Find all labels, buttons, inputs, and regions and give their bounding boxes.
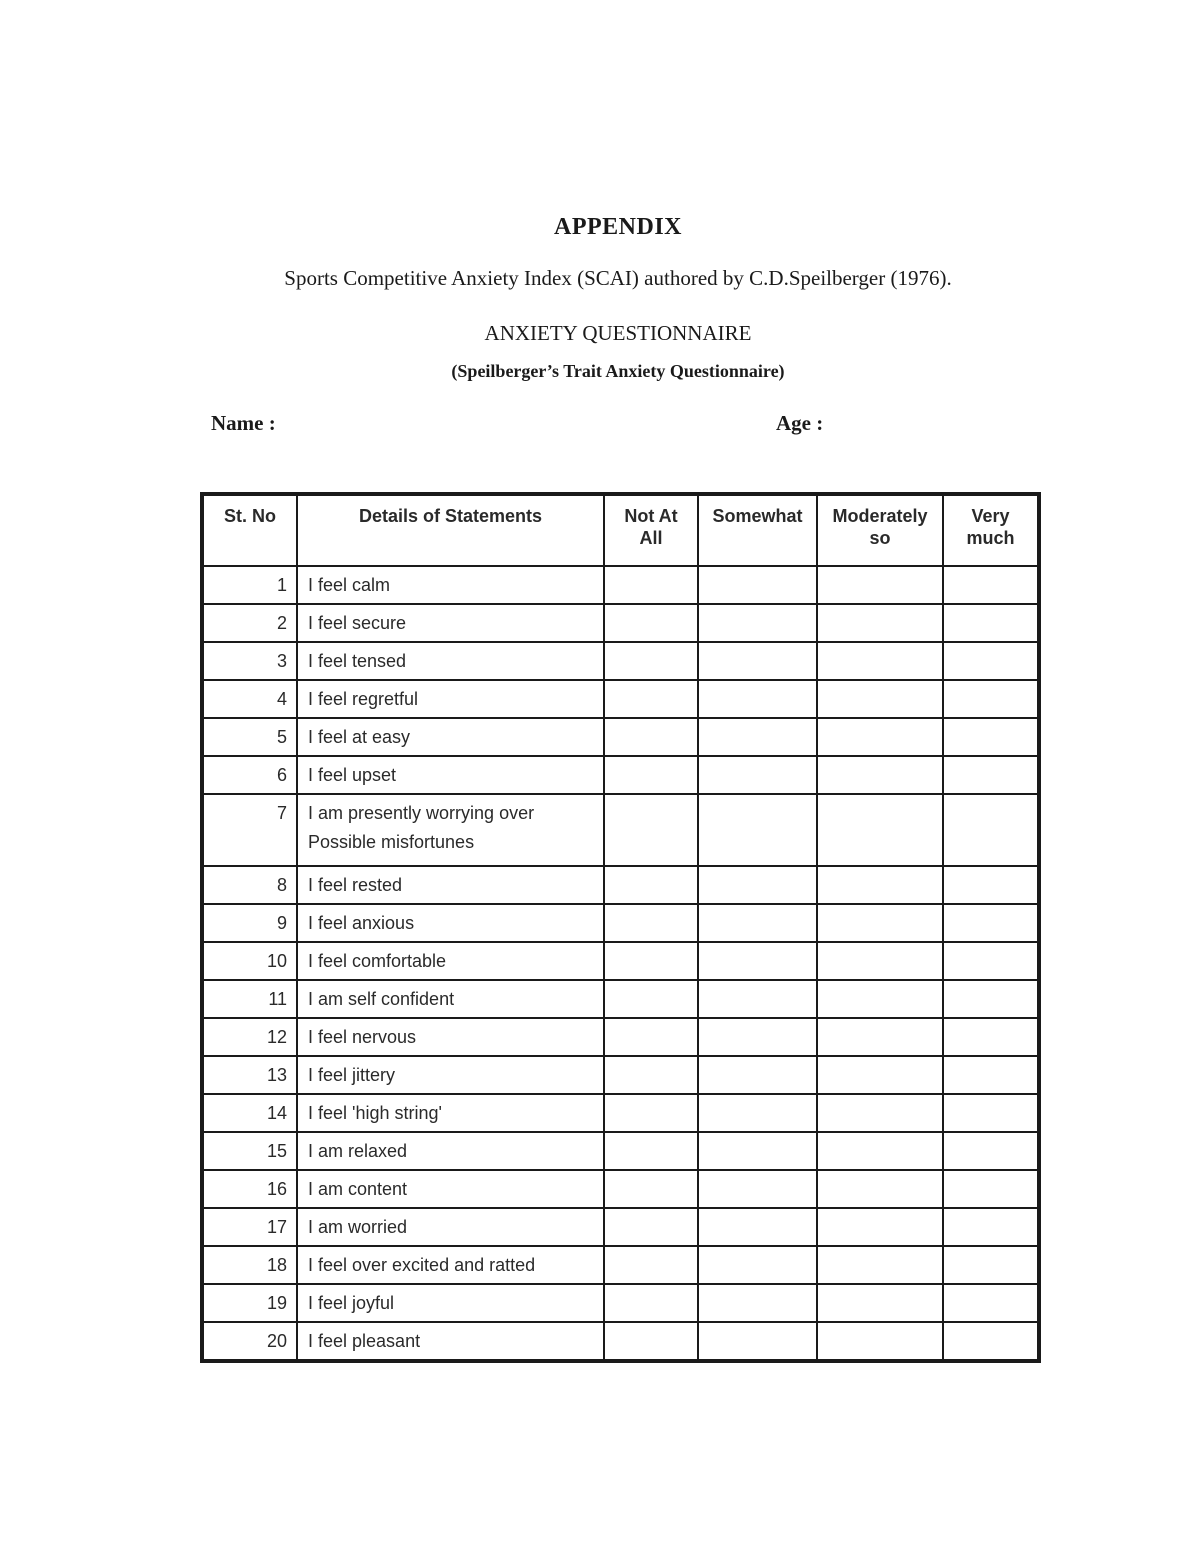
response-somewhat[interactable] (698, 1056, 817, 1094)
table-row (202, 718, 1039, 756)
name-field-label: Name : (211, 411, 276, 435)
response-not-at-all[interactable] (604, 1094, 698, 1132)
table-row (202, 866, 1039, 904)
statement-number: 4 (202, 680, 297, 718)
response-very-much[interactable] (943, 980, 1039, 1018)
response-moderately-so[interactable] (817, 904, 943, 942)
statement-text: I am self confident (297, 980, 604, 1018)
table-row (202, 1094, 1039, 1132)
response-very-much[interactable] (943, 1246, 1039, 1284)
response-not-at-all[interactable] (604, 642, 698, 680)
response-somewhat[interactable] (698, 980, 817, 1018)
column-header-st-no: St. No (202, 494, 297, 566)
table-row (202, 1284, 1039, 1322)
table-row (202, 1018, 1039, 1056)
response-not-at-all[interactable] (604, 1018, 698, 1056)
statement-text: I feel calm (297, 566, 604, 604)
response-somewhat[interactable] (698, 1170, 817, 1208)
statement-number: 11 (202, 980, 297, 1018)
statement-text: I am relaxed (297, 1132, 604, 1170)
response-very-much[interactable] (943, 604, 1039, 642)
statement-number: 13 (202, 1056, 297, 1094)
statement-number: 1 (202, 566, 297, 604)
response-very-much[interactable] (943, 642, 1039, 680)
response-moderately-so[interactable] (817, 1056, 943, 1094)
response-moderately-so[interactable] (817, 1322, 943, 1361)
response-somewhat[interactable] (698, 1246, 817, 1284)
response-moderately-so[interactable] (817, 566, 943, 604)
column-header-not-at-all: Not At All (604, 494, 698, 566)
response-not-at-all[interactable] (604, 1132, 698, 1170)
table-header-row (202, 494, 1039, 566)
response-not-at-all[interactable] (604, 566, 698, 604)
response-somewhat[interactable] (698, 1208, 817, 1246)
response-not-at-all[interactable] (604, 980, 698, 1018)
table-row (202, 794, 1039, 866)
column-header-moderately-so: Moderately so (817, 494, 943, 566)
response-somewhat[interactable] (698, 1018, 817, 1056)
response-very-much[interactable] (943, 1284, 1039, 1322)
response-moderately-so[interactable] (817, 1246, 943, 1284)
response-not-at-all[interactable] (604, 1322, 698, 1361)
response-somewhat[interactable] (698, 1284, 817, 1322)
statement-number: 17 (202, 1208, 297, 1246)
table-row (202, 942, 1039, 980)
response-moderately-so[interactable] (817, 604, 943, 642)
statement-number: 19 (202, 1284, 297, 1322)
table-row (202, 1170, 1039, 1208)
statement-text: I feel secure (297, 604, 604, 642)
response-somewhat[interactable] (698, 942, 817, 980)
statement-text: I feel 'high string' (297, 1094, 604, 1132)
questionnaire-title: ANXIETY QUESTIONNAIRE (484, 321, 752, 345)
statement-number: 16 (202, 1170, 297, 1208)
statement-number: 3 (202, 642, 297, 680)
response-very-much[interactable] (943, 866, 1039, 904)
response-moderately-so[interactable] (817, 756, 943, 794)
column-header-somewhat: Somewhat (698, 494, 817, 566)
response-very-much[interactable] (943, 794, 1039, 866)
statement-text: I am worried (297, 1208, 604, 1246)
statement-text: I feel rested (297, 866, 604, 904)
age-field-label: Age : (776, 411, 824, 435)
response-very-much[interactable] (943, 1132, 1039, 1170)
statement-text: I feel regretful (297, 680, 604, 718)
response-not-at-all[interactable] (604, 718, 698, 756)
statement-number: 9 (202, 904, 297, 942)
statement-text: I feel pleasant (297, 1322, 604, 1361)
response-moderately-so[interactable] (817, 866, 943, 904)
response-very-much[interactable] (943, 680, 1039, 718)
response-not-at-all[interactable] (604, 1208, 698, 1246)
response-not-at-all[interactable] (604, 680, 698, 718)
statement-text: I feel comfortable (297, 942, 604, 980)
statement-text: I feel jittery (297, 1056, 604, 1094)
table-row (202, 1208, 1039, 1246)
response-not-at-all[interactable] (604, 1170, 698, 1208)
statement-text: I am content (297, 1170, 604, 1208)
column-header-very-much: Very much (943, 494, 1039, 566)
table-row (202, 980, 1039, 1018)
statement-number: 8 (202, 866, 297, 904)
response-somewhat[interactable] (698, 866, 817, 904)
page-subtitle: Sports Competitive Anxiety Index (SCAI) authored by C.D.Speilberger (1976). (284, 266, 952, 290)
table-row (202, 566, 1039, 604)
response-moderately-so[interactable] (817, 680, 943, 718)
page-title: APPENDIX (554, 214, 682, 240)
response-moderately-so[interactable] (817, 718, 943, 756)
response-somewhat[interactable] (698, 604, 817, 642)
column-header-statements: Details of Statements (297, 494, 604, 566)
response-not-at-all[interactable] (604, 604, 698, 642)
table-row (202, 642, 1039, 680)
response-moderately-so[interactable] (817, 1018, 943, 1056)
response-moderately-so[interactable] (817, 1284, 943, 1322)
statement-text: I feel joyful (297, 1284, 604, 1322)
statement-text: I feel anxious (297, 904, 604, 942)
response-somewhat[interactable] (698, 680, 817, 718)
statement-number: 12 (202, 1018, 297, 1056)
questionnaire-subtitle: (Speilberger’s Trait Anxiety Questionnaire) (451, 361, 785, 381)
response-very-much[interactable] (943, 1094, 1039, 1132)
response-somewhat[interactable] (698, 566, 817, 604)
response-not-at-all[interactable] (604, 866, 698, 904)
response-moderately-so[interactable] (817, 942, 943, 980)
response-somewhat[interactable] (698, 1094, 817, 1132)
table-row (202, 1322, 1039, 1361)
response-very-much[interactable] (943, 1018, 1039, 1056)
statement-text: I feel upset (297, 756, 604, 794)
statement-number: 6 (202, 756, 297, 794)
response-not-at-all[interactable] (604, 904, 698, 942)
table-row (202, 680, 1039, 718)
response-very-much[interactable] (943, 756, 1039, 794)
statement-number: 15 (202, 1132, 297, 1170)
statement-text: I am presently worrying over Possible misfortunes (297, 794, 604, 866)
response-very-much[interactable] (943, 904, 1039, 942)
response-somewhat[interactable] (698, 794, 817, 866)
response-somewhat[interactable] (698, 1132, 817, 1170)
response-very-much[interactable] (943, 1170, 1039, 1208)
response-somewhat[interactable] (698, 718, 817, 756)
response-very-much[interactable] (943, 942, 1039, 980)
response-somewhat[interactable] (698, 642, 817, 680)
statement-number: 20 (202, 1322, 297, 1361)
statement-number: 5 (202, 718, 297, 756)
questionnaire-table (200, 492, 1041, 1363)
response-not-at-all[interactable] (604, 794, 698, 866)
statement-number: 7 (202, 794, 297, 866)
response-not-at-all[interactable] (604, 1056, 698, 1094)
statement-text: I feel tensed (297, 642, 604, 680)
response-very-much[interactable] (943, 1208, 1039, 1246)
statement-number: 2 (202, 604, 297, 642)
response-somewhat[interactable] (698, 904, 817, 942)
response-not-at-all[interactable] (604, 756, 698, 794)
response-moderately-so[interactable] (817, 642, 943, 680)
statement-number: 14 (202, 1094, 297, 1132)
table-row (202, 756, 1039, 794)
table-body (202, 566, 1039, 1361)
response-very-much[interactable] (943, 566, 1039, 604)
response-moderately-so[interactable] (817, 980, 943, 1018)
response-not-at-all[interactable] (604, 1246, 698, 1284)
table-row (202, 904, 1039, 942)
response-moderately-so[interactable] (817, 1132, 943, 1170)
table-row (202, 1132, 1039, 1170)
statement-text: I feel at easy (297, 718, 604, 756)
table-row (202, 1246, 1039, 1284)
response-very-much[interactable] (943, 718, 1039, 756)
response-not-at-all[interactable] (604, 942, 698, 980)
response-moderately-so[interactable] (817, 1170, 943, 1208)
response-somewhat[interactable] (698, 1322, 817, 1361)
response-somewhat[interactable] (698, 756, 817, 794)
response-moderately-so[interactable] (817, 1094, 943, 1132)
response-not-at-all[interactable] (604, 1284, 698, 1322)
statement-text: I feel over excited and ratted (297, 1246, 604, 1284)
table-row (202, 604, 1039, 642)
statement-number: 18 (202, 1246, 297, 1284)
response-moderately-so[interactable] (817, 794, 943, 866)
table-row (202, 1056, 1039, 1094)
response-very-much[interactable] (943, 1322, 1039, 1361)
response-moderately-so[interactable] (817, 1208, 943, 1246)
response-very-much[interactable] (943, 1056, 1039, 1094)
statement-number: 10 (202, 942, 297, 980)
statement-text: I feel nervous (297, 1018, 604, 1056)
